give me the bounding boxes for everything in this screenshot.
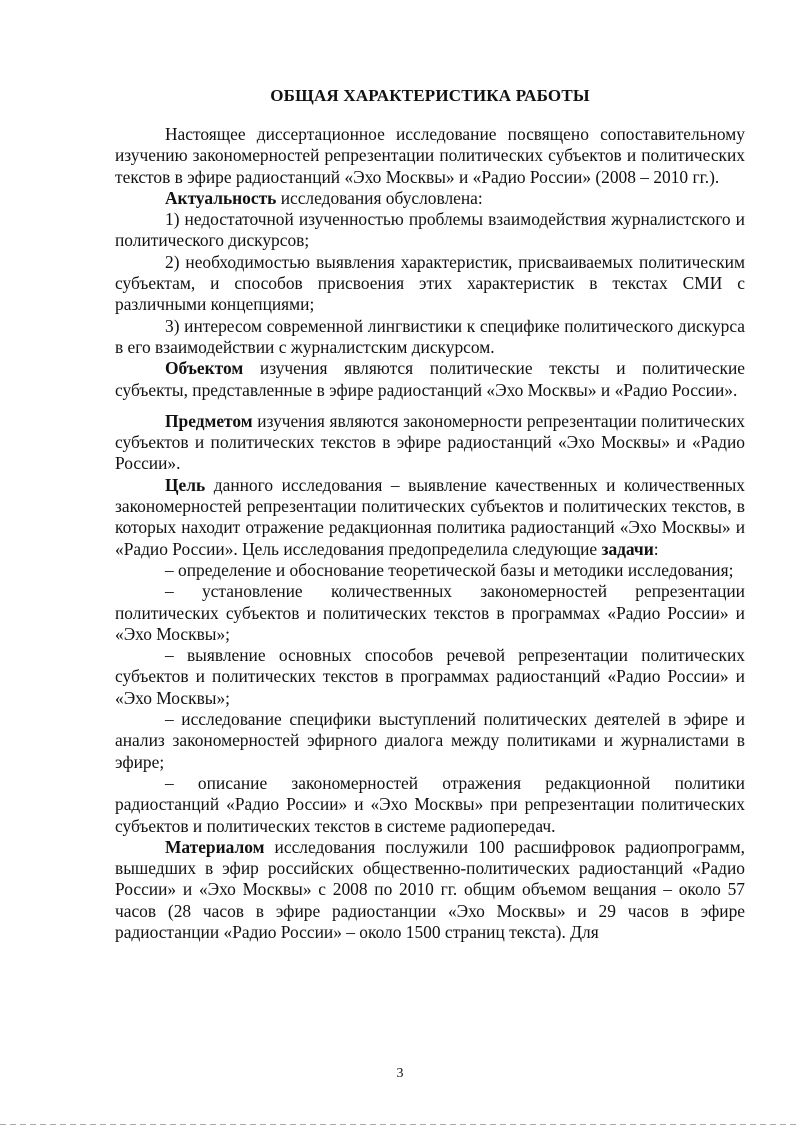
actuality-item: 3) интересом современной лингвистики к специфике политического дискурса в его взаимодействии с журналистским дискурсом. (115, 315, 745, 357)
material-term: Материалом (165, 836, 265, 857)
subject-term: Предметом (165, 410, 253, 431)
page-number: 3 (396, 1066, 404, 1081)
material-paragraph (115, 837, 745, 943)
subject-text: изучения являются закономерности репрезентации политических субъектов и политических текстов в эфире радиостанций «Эхо Москвы» и «Радио России». (115, 410, 745, 474)
goal-text: данного исследования – выявление качественных и количественных закономерностей репрезентации политических субъектов и политических текстов, в которых находит отражение редакционная политика радиостанций «Эхо Москвы» и «Радио России». Цель исследования предопределила следующие (115, 474, 745, 559)
object-term: Объектом (165, 358, 244, 379)
material-text: исследования послужили 100 расшифровок радиопрограмм, вышедших в эфир российских общественно-политических радиостанций «Радио России» и «Эхо Москвы» с 2008 по 2010 гг. общим объемом вещания – около 57 часов (28 часов в эфире радиостанции «Эхо Москвы» и 29 часов в эфире радиостанции «Радио России» – около 1500 страниц текста). Для (115, 836, 745, 942)
actuality-term: Актуальность (165, 187, 277, 208)
task-item: – определение и обоснование теоретической базы и методики исследования; (165, 559, 734, 580)
actuality-item: 2) необходимостью выявления характеристик, присваиваемых политическим субъектам, и способов присвоения этих характеристик в текстах СМИ с различными концепциями; (115, 251, 745, 315)
scan-edge-divider (0, 1124, 800, 1125)
subject-paragraph (115, 411, 745, 475)
object-text: изучения являются политические тексты и политические субъекты, представленные в эфире радиостанций «Эхо Москвы» и «Радио России». (115, 358, 745, 400)
task-item: – исследование специфики выступлений политических деятелей в эфире и анализ закономерностей эфирного диалога между политиками и журналистами в эфире; (115, 709, 745, 772)
task-item: – выявление основных способов речевой репрезентации политических субъектов и политических текстов в программах радиостанций «Радио России» и «Эхо Москвы»; (115, 645, 745, 708)
document-body (115, 124, 745, 943)
actuality-item: 1) недостаточной изученностью проблемы взаимодействия журналистского и политического дискурсов; (115, 209, 745, 251)
actuality-text: исследования обусловлена: (276, 187, 483, 208)
task-item: – описание закономерностей отражения редакционной политики радиостанций «Радио России» и «Эхо Москвы» при репрезентации политических субъектов и политических текстов в системе радиопередач. (115, 772, 745, 836)
object-paragraph (115, 358, 745, 401)
tasks-colon: : (653, 538, 659, 559)
actuality-paragraph (115, 188, 745, 209)
intro-paragraph: Настоящее диссертационное исследование посвящено сопоставительному изучению закономерностей репрезентации политических субъектов и политических текстов в эфире радиостанций «Эхо Москвы» и «Радио России» (2008 – 2010 гг.). (115, 124, 745, 187)
task-item: – установление количественных закономерностей репрезентации политических субъектов и политических текстов в программах «Радио России» и «Эхо Москвы»; (115, 581, 745, 644)
page-title: ОБЩАЯ ХАРАКТЕРИСТИКА РАБОТЫ (270, 86, 590, 105)
tasks-term: задачи (601, 538, 654, 559)
goal-paragraph (115, 475, 745, 560)
goal-term: Цель (165, 474, 206, 495)
